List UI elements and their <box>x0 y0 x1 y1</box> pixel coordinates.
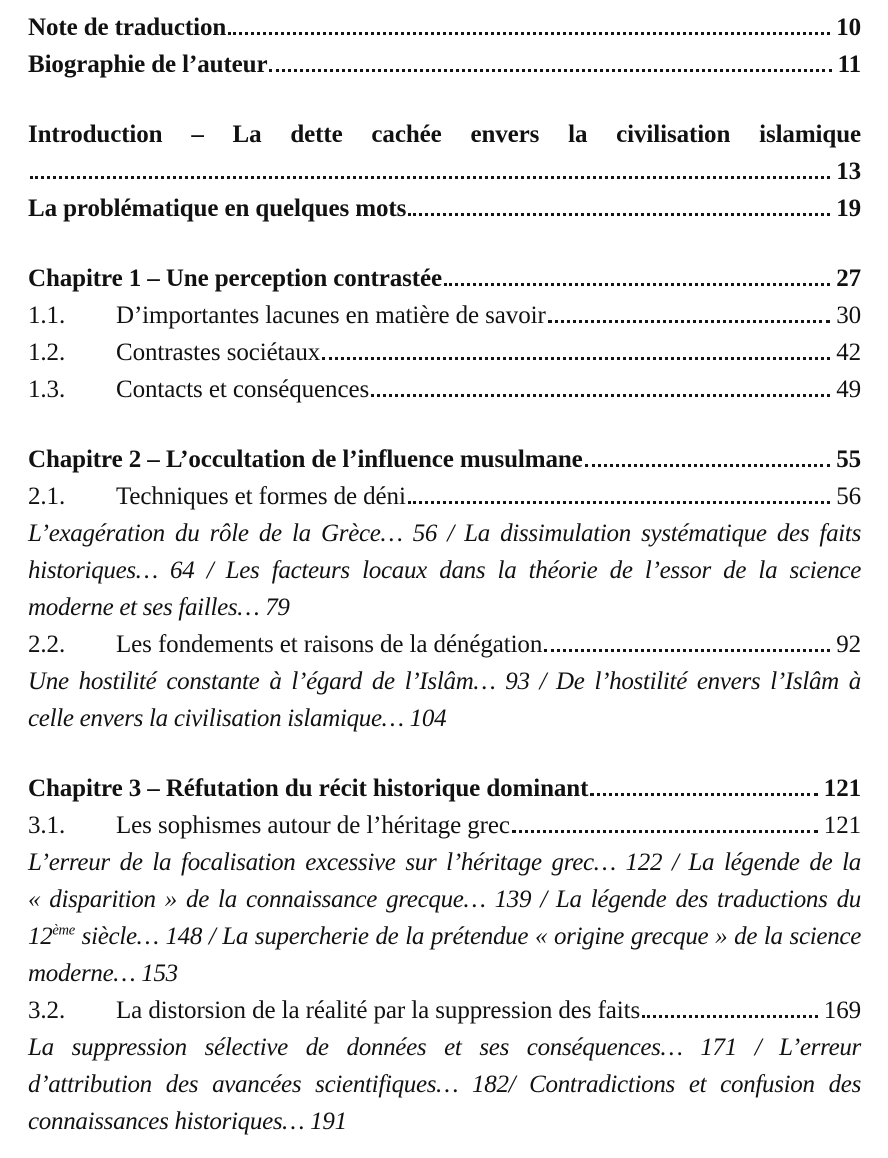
section-number: 3.1. <box>28 812 66 839</box>
toc-entry-label: Biographie de l’auteur <box>28 51 268 78</box>
toc-entry-label: Note de traduction <box>28 14 227 41</box>
section-label: Contacts et conséquences <box>116 376 370 403</box>
section-page: 169 <box>823 997 861 1024</box>
section-number: 1.1. <box>28 302 66 329</box>
toc-entry-chapitre-3 <box>28 770 861 807</box>
toc-entry-page: 10 <box>836 14 861 41</box>
section-label: Techniques et formes de déni <box>116 483 406 510</box>
section-subtopics-note: L’exagération du rôle de la Grèce… 56 / La dissimulation systématique des faits historiques… 64 / Les facteurs locaux dans la théorie de l’essor de la science moderne et ses failles… 79 <box>28 520 861 621</box>
section-page: 49 <box>836 376 861 403</box>
toc-entry-section-1-2 <box>28 334 861 371</box>
toc-entry-problematique <box>28 190 861 227</box>
chapter-title: Chapitre 1 – Une perception contrastée <box>28 265 442 292</box>
section-number: 2.1. <box>28 483 66 510</box>
toc-entry-label: Introduction – La dette cachée envers la civilisation islamique <box>28 121 861 148</box>
dot-leader <box>269 69 831 72</box>
toc-entry-note-de-traduction <box>28 9 861 46</box>
toc-entry-biographie-auteur <box>28 46 861 83</box>
toc-entry-page: 13 <box>836 158 861 185</box>
toc-entry-section-1-1 <box>28 297 861 334</box>
note-text-after-superscript: siècle… 148 / La supercherie de la prétendue « origine grecque » de la science moderne… 153 <box>28 923 861 987</box>
dot-leader <box>544 649 830 652</box>
dot-leader <box>30 176 830 179</box>
group-gap <box>28 83 861 116</box>
toc-page <box>28 9 861 1140</box>
ordinal-superscript: ème <box>52 922 75 939</box>
section-page: 30 <box>836 302 861 329</box>
dot-leader <box>408 213 830 216</box>
group-gap <box>28 227 861 260</box>
chapter-page: 55 <box>836 446 861 473</box>
toc-entry-section-1-3 <box>28 371 861 408</box>
toc-entry-chapitre-1 <box>28 260 861 297</box>
section-page: 42 <box>836 339 861 366</box>
section-page: 92 <box>836 631 861 658</box>
toc-entry-label: La problématique en quelques mots <box>28 195 407 222</box>
dot-leader <box>512 830 818 833</box>
section-page: 56 <box>836 483 861 510</box>
note-text-before-superscript: L’erreur de la focalisation excessive sur l’héritage grec… 122 / La légende de la « disparition » de la connaissance grecque… 139 / La légende des traductions du 12 <box>28 849 861 950</box>
dot-leader <box>642 1015 818 1018</box>
section-number: 2.2. <box>28 631 66 658</box>
dot-leader <box>444 283 830 286</box>
chapter-page: 27 <box>836 265 861 292</box>
section-label: La distorsion de la réalité par la suppression des faits <box>116 997 641 1024</box>
toc-entry-introduction <box>28 116 861 190</box>
toc-entry-page: 19 <box>836 195 861 222</box>
toc-entry-section-2-1 <box>28 478 861 515</box>
toc-entry-chapitre-2 <box>28 441 861 478</box>
section-label: Les fondements et raisons de la dénégation <box>116 631 543 658</box>
section-number: 3.2. <box>28 997 66 1024</box>
dot-leader <box>371 394 830 397</box>
section-number: 1.3. <box>28 376 66 403</box>
dot-leader <box>228 32 830 35</box>
dot-leader <box>322 357 830 360</box>
section-label: Contrastes sociétaux <box>116 339 321 366</box>
section-label: D’importantes lacunes en matière de savoir <box>116 302 546 329</box>
group-gap <box>28 408 861 441</box>
section-label: Les sophismes autour de l’héritage grec <box>116 812 510 839</box>
toc-entry-section-3-1 <box>28 807 861 844</box>
section-subtopics-note: Une hostilité constante à l’égard de l’Islâm… 93 / De l’hostilité envers l’Islâm à celle envers la civilisation islamique… 104 <box>28 668 861 732</box>
section-subtopics-note: La suppression sélective de données et ses conséquences… 171 / L’erreur d’attribution des avancées scientifiques… 182/ Contradictions et confusion des connaissances historiques… 191 <box>28 1034 861 1135</box>
chapter-title: Chapitre 3 – Réfutation du récit historique dominant <box>28 775 589 802</box>
dot-leader <box>548 320 831 323</box>
dot-leader <box>590 793 817 796</box>
group-gap <box>28 737 861 770</box>
chapter-page: 121 <box>823 775 861 802</box>
section-subtopics-note <box>28 844 861 992</box>
toc-entry-section-2-2 <box>28 626 861 663</box>
dot-leader <box>585 464 831 467</box>
section-page: 121 <box>823 812 861 839</box>
chapter-title: Chapitre 2 – L’occultation de l’influence musulmane <box>28 446 583 473</box>
toc-entry-continuation <box>28 153 861 190</box>
dot-leader <box>408 501 830 504</box>
toc-entry-page: 11 <box>837 51 861 78</box>
toc-entry-section-3-2 <box>28 992 861 1029</box>
section-number: 1.2. <box>28 339 66 366</box>
